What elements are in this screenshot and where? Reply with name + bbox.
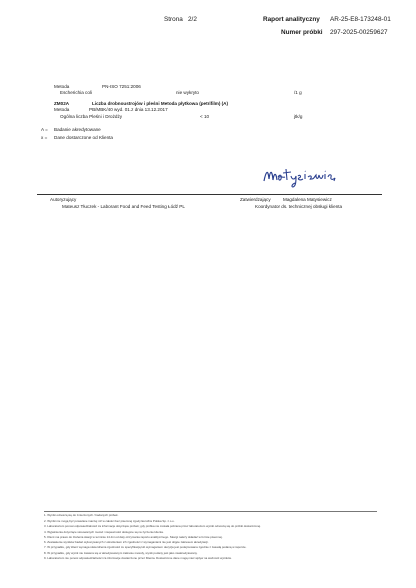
report-number: AR-25-E8-173248-01 (330, 16, 391, 23)
sample-label: Numer próbki (281, 29, 323, 36)
footnote: 5. Klient ma prawo do złożenia skargi w terminie 14 dni od daty otrzymania raportu analitycznego. Skargi należy składać w formie pisemnej. (44, 535, 223, 539)
footnotes-divider (44, 511, 377, 512)
method-value: PN-ISO 7251:2006 (102, 84, 141, 89)
method-value: PB/MBK/40 wyd. 01.z dnia 13.12.2017 (89, 107, 168, 112)
approver-name: Magdalena Matysiewicz (283, 197, 332, 202)
signature-divider (37, 194, 382, 195)
method-label: Metoda (54, 107, 70, 112)
legend-key: A = (41, 127, 48, 132)
legend-text: Badanie akredytowane (54, 127, 101, 132)
authorizer-role: Autoryzujący (50, 197, 77, 202)
legend-key: x = (41, 135, 48, 140)
result-unit: jtk/g (294, 114, 303, 119)
legend-text: Dane dostarczone od Klienta (54, 135, 113, 140)
method-label: Metoda (54, 84, 70, 89)
test-code: ZM02A (54, 101, 70, 106)
footnote: 1. Wyniki odnoszą się do zmierzonych / badanych próbek. (44, 513, 119, 517)
approver-role: Zatwierdzający (240, 197, 271, 202)
authorizer-name: Mateusz Tłuczek - Laborant Food and Feed Testing Łódź PL (62, 204, 185, 209)
parameter-name: Escherichia coli (60, 90, 92, 95)
approver-title: Koordynator ds. technicznej obsługi klienta (255, 204, 343, 209)
footnote: 7. W przypadku, gdy klient wymaga stwierdzenia zgodności ze specyfikacją lub wymaganiem decyzja jest podejmowana zgodnie z zasadą podaną w raporcie. (44, 545, 247, 549)
sample-number: 297-2025-00259627 (330, 29, 388, 36)
footnote: 2. Wyniki nie mogą być powielane inaczej niż w całości bez pisemnej zgody Eurofins Polska Sp. z o.o. (44, 519, 175, 523)
page-label: Strona (164, 16, 183, 23)
footnote: 6. Zestawienie wyników badań wykonywanych z określeniem ich zgodności z wymaganiami nie jest objęte zakresem akredytacji. (44, 540, 209, 544)
result-unit: /1 g (294, 90, 302, 95)
result-value: < 10 (200, 114, 210, 119)
footnote: 4. Wyjaśnienia dotyczące stosowanych metod i niepewności dostępne są na życzenie klienta. (44, 530, 164, 534)
page-number: 2/2 (188, 16, 197, 23)
footnote: 3. Laboratorium ponosi odpowiedzialność za informacje dotyczące próbek; gdy próbka nie została pobrana przez laboratorium wyniki odnoszą się do próbki dostarczonej. (44, 524, 261, 528)
handwritten-signature (262, 163, 342, 189)
parameter-name: Ogólna liczba Pleśni i Drożdży (60, 114, 123, 119)
footnote: 9. Laboratorium nie ponosi odpowiedzialności za informacje dostarczone przez Klienta. Dostarczone dane mogą mieć wpływ na ważność wyników. (44, 556, 232, 560)
report-label: Raport analityczny (263, 16, 320, 23)
footnote: 8. W przypadku, gdy wynik nie zawiera się w akredytowanym zakresie metody, wynik podany jest jako nieakredytowany. (44, 551, 198, 555)
test-title: Liczba drobnoustrojów i pleśni Metoda płytkowa (petrifilm) (A) (92, 101, 229, 106)
result-value: nie wykryto (176, 90, 199, 95)
